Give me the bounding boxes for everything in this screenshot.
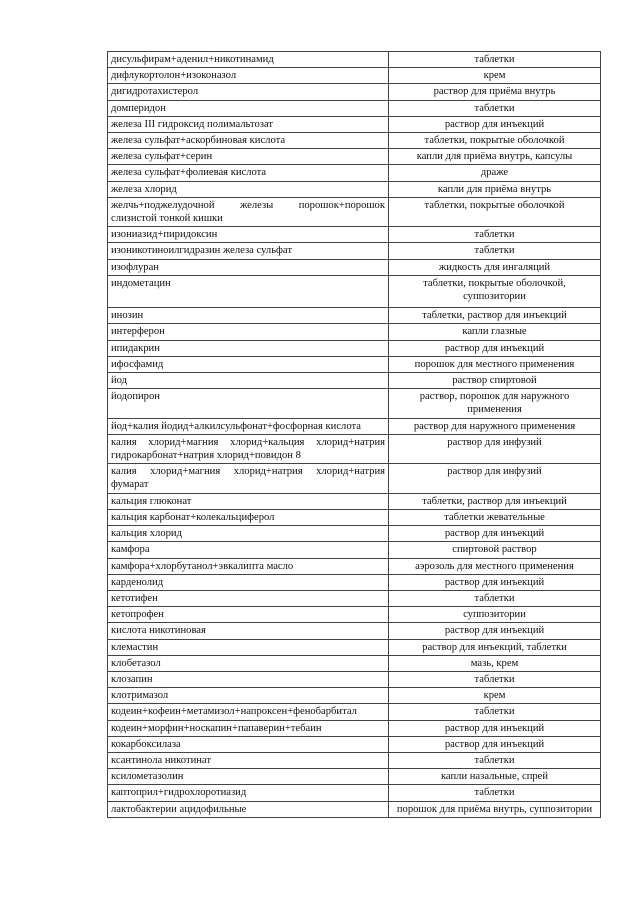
table-row — [108, 785, 601, 801]
drug-name-cell: кислота никотиновая — [108, 623, 389, 639]
dosage-form-cell: таблетки, раствор для инъекций — [389, 308, 601, 324]
drug-name-cell: дифлукортолон+изоконазол — [108, 68, 389, 84]
table-row — [108, 324, 601, 340]
drug-name-cell: клотримазол — [108, 688, 389, 704]
drug-name-cell: ифосфамид — [108, 356, 389, 372]
drug-name-cell: клобетазол — [108, 655, 389, 671]
drug-name-cell: клемастин — [108, 639, 389, 655]
table-row — [108, 418, 601, 434]
table-row — [108, 542, 601, 558]
table-row — [108, 655, 601, 671]
drug-name-cell: изофлуран — [108, 259, 389, 275]
table-row — [108, 688, 601, 704]
dosage-form-cell: капли назальные, спрей — [389, 769, 601, 785]
dosage-form-cell: драже — [389, 165, 601, 181]
table-row — [108, 769, 601, 785]
table-row — [108, 704, 601, 720]
drug-name-cell: ксилометазолин — [108, 769, 389, 785]
dosage-form-cell: крем — [389, 68, 601, 84]
table-row — [108, 243, 601, 259]
drug-table-body — [108, 52, 601, 818]
dosage-form-cell: таблетки, покрытые оболочкой — [389, 133, 601, 149]
dosage-form-cell: капли для приёма внутрь, капсулы — [389, 149, 601, 165]
table-row — [108, 801, 601, 817]
dosage-form-cell: таблетки — [389, 52, 601, 68]
drug-name-cell: калия хлорид+магния хлорид+кальция хлорид+натрия гидрокарбонат+натрия хлорид+повидон 8 — [108, 434, 389, 463]
table-row — [108, 671, 601, 687]
table-row — [108, 197, 601, 226]
table-row — [108, 84, 601, 100]
table-row — [108, 526, 601, 542]
drug-name-cell: дигидротахистерол — [108, 84, 389, 100]
drug-name-cell: калия хлорид+магния хлорид+натрия хлорид+натрия фумарат — [108, 464, 389, 493]
dosage-form-cell: раствор для инъекций — [389, 340, 601, 356]
drug-name-cell: камфора+хлорбутанол+эвкалипта масло — [108, 558, 389, 574]
dosage-form-cell: крем — [389, 688, 601, 704]
dosage-form-cell: таблетки — [389, 590, 601, 606]
dosage-form-cell: раствор спиртовой — [389, 373, 601, 389]
table-row — [108, 133, 601, 149]
dosage-form-cell: раствор для инъекций — [389, 736, 601, 752]
drug-name-cell: железа сульфат+серин — [108, 149, 389, 165]
table-row — [108, 100, 601, 116]
table-row — [108, 165, 601, 181]
table-row — [108, 623, 601, 639]
table-row — [108, 373, 601, 389]
drug-name-cell: клозапин — [108, 671, 389, 687]
drug-name-cell: железа сульфат+фолиевая кислота — [108, 165, 389, 181]
drug-name-cell: интерферон — [108, 324, 389, 340]
dosage-form-cell: таблетки, раствор для инъекций — [389, 493, 601, 509]
dosage-form-cell: раствор для инъекций — [389, 526, 601, 542]
table-row — [108, 356, 601, 372]
dosage-form-cell: жидкость для ингаляций — [389, 259, 601, 275]
dosage-form-cell: порошок для приёма внутрь, суппозитории — [389, 801, 601, 817]
dosage-form-cell: таблетки — [389, 100, 601, 116]
dosage-form-cell: раствор для инъекций — [389, 116, 601, 132]
drug-name-cell: кетопрофен — [108, 607, 389, 623]
dosage-form-cell: раствор для наружного применения — [389, 418, 601, 434]
drug-name-cell: индометацин — [108, 275, 389, 307]
table-row — [108, 149, 601, 165]
table-row — [108, 340, 601, 356]
drug-name-cell: йодопирон — [108, 389, 389, 418]
table-row — [108, 68, 601, 84]
dosage-form-cell: капли глазные — [389, 324, 601, 340]
dosage-form-cell: таблетки — [389, 752, 601, 768]
dosage-form-cell: таблетки, покрытые оболочкой — [389, 197, 601, 226]
table-row — [108, 52, 601, 68]
drug-name-cell: йод — [108, 373, 389, 389]
drug-name-cell: карденолид — [108, 574, 389, 590]
table-row — [108, 181, 601, 197]
dosage-form-cell: таблетки — [389, 227, 601, 243]
dosage-form-cell: раствор для инфузий — [389, 464, 601, 493]
dosage-form-cell: раствор, порошок для наружного применения — [389, 389, 601, 418]
drug-name-cell: йод+калия йодид+алкилсульфонат+фосфорная кислота — [108, 418, 389, 434]
table-row — [108, 308, 601, 324]
table-row — [108, 720, 601, 736]
table-row — [108, 558, 601, 574]
table-row — [108, 227, 601, 243]
drug-name-cell: кокарбоксилаза — [108, 736, 389, 752]
drug-name-cell: железа сульфат+аскорбиновая кислота — [108, 133, 389, 149]
dosage-form-cell: мазь, крем — [389, 655, 601, 671]
drug-name-cell: кальция хлорид — [108, 526, 389, 542]
drug-name-cell: домперидон — [108, 100, 389, 116]
drug-name-cell: железа III гидроксид полимальтозат — [108, 116, 389, 132]
drug-name-cell: кетотифен — [108, 590, 389, 606]
table-row — [108, 389, 601, 418]
dosage-form-cell: порошок для местного применения — [389, 356, 601, 372]
dosage-form-cell: суппозитории — [389, 607, 601, 623]
dosage-form-cell: таблетки — [389, 704, 601, 720]
drug-name-cell: камфора — [108, 542, 389, 558]
table-row — [108, 259, 601, 275]
table-row — [108, 574, 601, 590]
drug-name-cell: железа хлорид — [108, 181, 389, 197]
drug-name-cell: изоникотиноилгидразин железа сульфат — [108, 243, 389, 259]
dosage-form-cell: раствор для инъекций — [389, 720, 601, 736]
drug-name-cell: кальция карбонат+колекальциферол — [108, 509, 389, 525]
dosage-form-cell: капли для приёма внутрь — [389, 181, 601, 197]
drug-name-cell: ипидакрин — [108, 340, 389, 356]
drug-name-cell: ксантинола никотинат — [108, 752, 389, 768]
table-row — [108, 434, 601, 463]
dosage-form-cell: таблетки — [389, 243, 601, 259]
table-row — [108, 736, 601, 752]
table-row — [108, 493, 601, 509]
drug-name-cell: лактобактерии ацидофильные — [108, 801, 389, 817]
dosage-form-cell: спиртовой раствор — [389, 542, 601, 558]
dosage-form-cell: раствор для инъекций — [389, 623, 601, 639]
table-row — [108, 116, 601, 132]
drug-name-cell: кодеин+кофеин+метамизол+напроксен+фенобарбитал — [108, 704, 389, 720]
drug-name-cell: кальция глюконат — [108, 493, 389, 509]
table-row — [108, 590, 601, 606]
dosage-form-cell: таблетки — [389, 671, 601, 687]
dosage-form-cell: раствор для инъекций, таблетки — [389, 639, 601, 655]
dosage-form-cell: таблетки, покрытые оболочкой, суппозитории — [389, 275, 601, 307]
drug-name-cell: дисульфирам+аденил+никотинамид — [108, 52, 389, 68]
table-row — [108, 752, 601, 768]
drug-name-cell: желчь+поджелудочной железы порошок+порошок слизистой тонкой кишки — [108, 197, 389, 226]
table-row — [108, 464, 601, 493]
dosage-form-cell: раствор для приёма внутрь — [389, 84, 601, 100]
dosage-form-cell: аэрозоль для местного применения — [389, 558, 601, 574]
dosage-form-cell: раствор для инфузий — [389, 434, 601, 463]
table-row — [108, 607, 601, 623]
dosage-form-cell: таблетки — [389, 785, 601, 801]
dosage-form-cell: раствор для инъекций — [389, 574, 601, 590]
drug-name-cell: каптоприл+гидрохлоротиазид — [108, 785, 389, 801]
dosage-form-cell: таблетки жевательные — [389, 509, 601, 525]
drug-name-cell: кодеин+морфин+носкапин+папаверин+тебаин — [108, 720, 389, 736]
drug-name-cell: инозин — [108, 308, 389, 324]
drug-table — [107, 51, 601, 818]
table-row — [108, 639, 601, 655]
drug-name-cell: изониазид+пиридоксин — [108, 227, 389, 243]
table-row — [108, 275, 601, 307]
table-row — [108, 509, 601, 525]
